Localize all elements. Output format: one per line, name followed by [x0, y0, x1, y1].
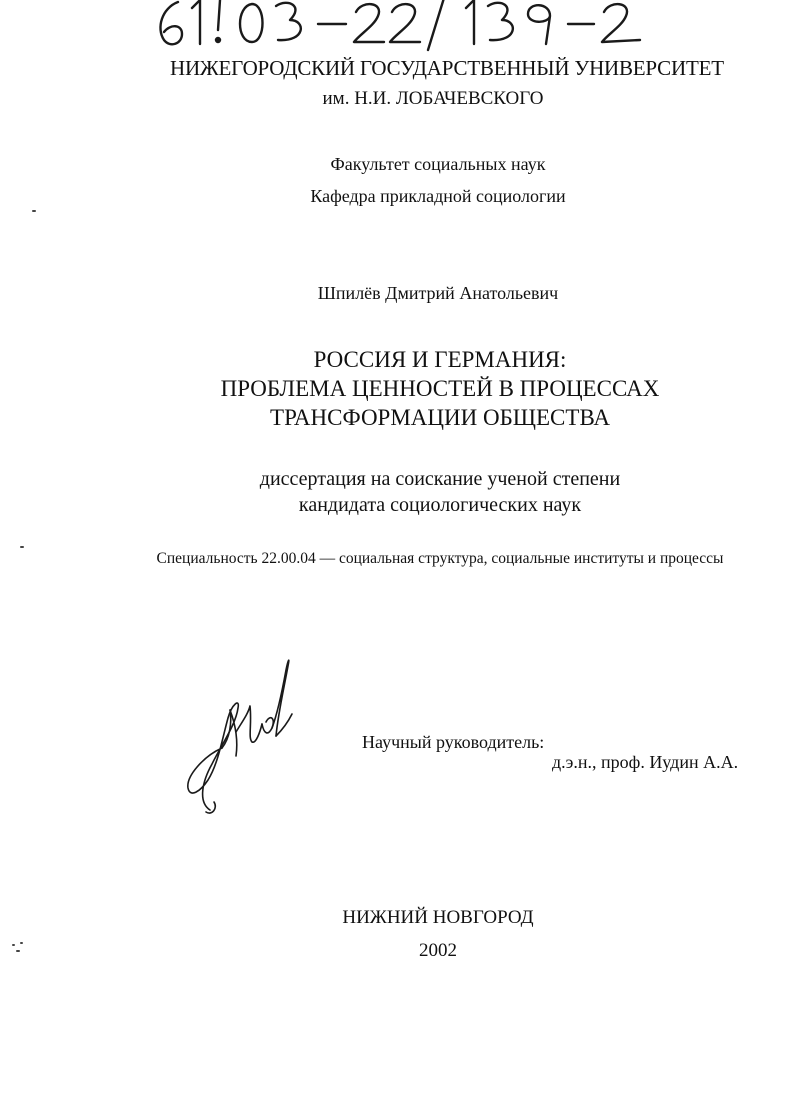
title-line: РОССИЯ И ГЕРМАНИЯ: [313, 347, 567, 372]
supervisor-label: Научный руководитель: [362, 732, 545, 752]
scan-speck [20, 546, 24, 548]
university-named-after: им. Н.И. ЛОБАЧЕВСКОГО [322, 88, 544, 109]
degree-line: кандидата социологических наук [298, 494, 582, 516]
handwritten-archive-code [148, 0, 648, 54]
city: НИЖНИЙ НОВГОРОД [342, 907, 534, 928]
scan-speck [16, 950, 20, 952]
title-line: ПРОБЛЕМА ЦЕННОСТЕЙ В ПРОЦЕССАХ [220, 376, 660, 401]
author-name: Шпилёв Дмитрий Анатольевич [317, 283, 559, 303]
year: 2002 [419, 940, 457, 961]
university-name: НИЖЕГОРОДСКИЙ ГОСУДАРСТВЕННЫЙ УНИВЕРСИТЕТ [170, 56, 724, 80]
scan-speck [32, 210, 36, 212]
faculty-name: Факультет социальных наук [330, 154, 546, 174]
scan-speck [20, 942, 23, 944]
dissertation-title [140, 345, 740, 432]
scan-speck [12, 944, 15, 946]
supervisor-name: д.э.н., проф. Иудин А.А. [552, 752, 739, 772]
title-line: ТРАНСФОРМАЦИИ ОБЩЕСТВА [270, 405, 610, 430]
speciality: Специальность 22.00.04 — социальная структура, социальные институты и процессы [156, 550, 724, 567]
department-name: Кафедра прикладной социологии [310, 186, 566, 206]
degree-statement [140, 466, 740, 518]
signature [178, 652, 308, 822]
degree-line: диссертация на соискание ученой степени [259, 468, 621, 490]
